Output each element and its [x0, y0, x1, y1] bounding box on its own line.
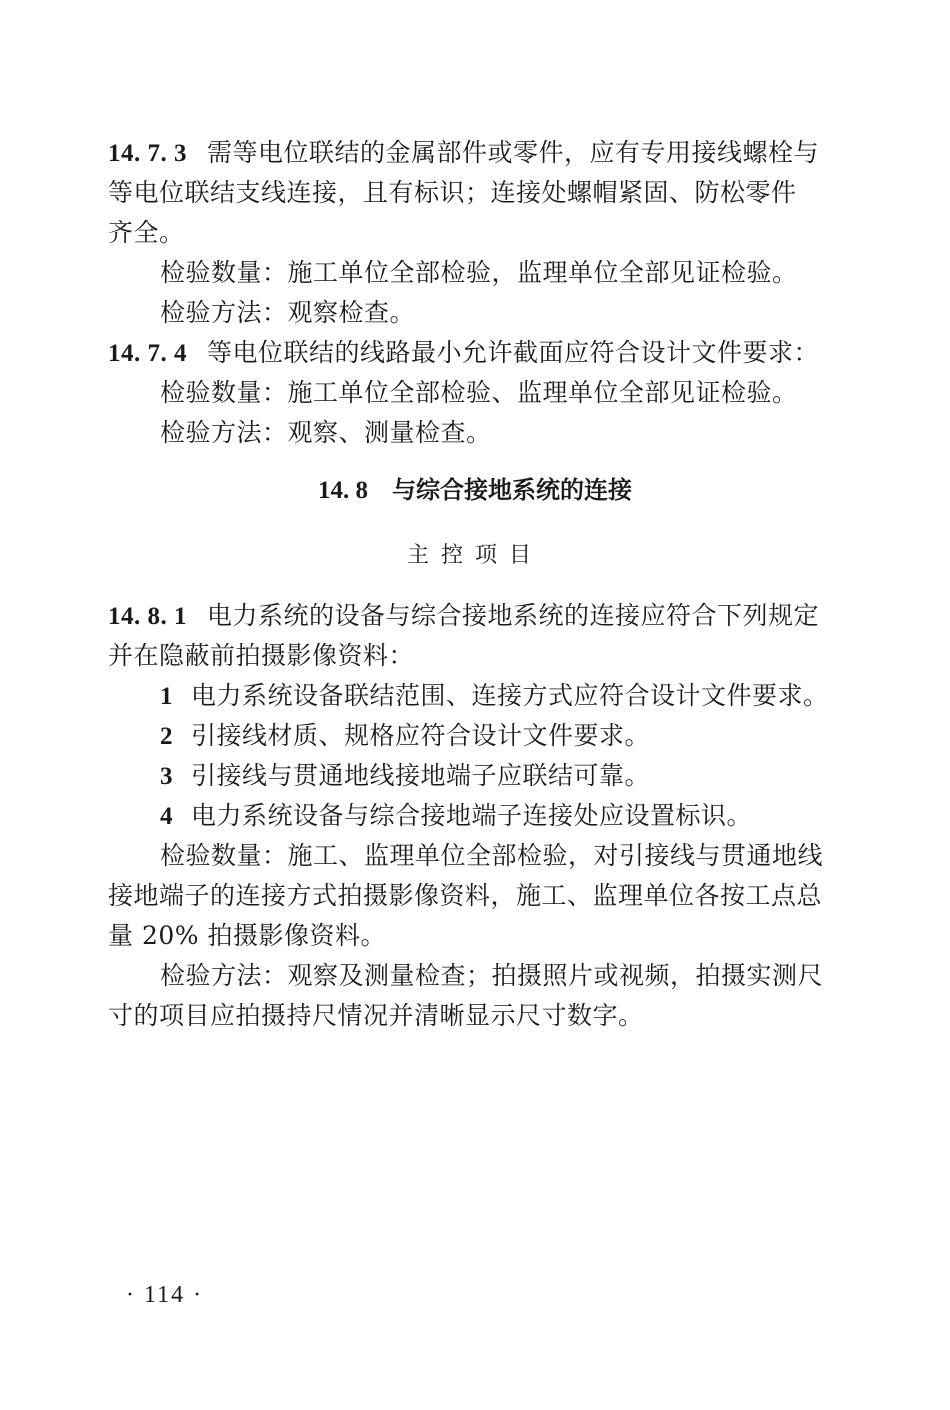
list-item: [160, 796, 853, 836]
clause-14-7-3-line-3: 齐全。: [108, 218, 185, 247]
item-number: 2: [160, 723, 173, 750]
clause-14-8-1-line-2: 并在隐蔽前拍摄影像资料：: [108, 641, 415, 670]
item-number: 4: [160, 803, 173, 830]
inspection-quantity-line-2: 接地端子的连接方式拍摄影像资料，施工、监理单位各按工点总: [108, 881, 823, 910]
section-title: [0, 470, 950, 511]
clause-number: 14. 7. 3: [108, 140, 187, 167]
clause-14-7-3-line-1: [108, 133, 853, 173]
inspection-method-line-2: 寸的项目应拍摄持尺情况并清晰显示尺寸数字。: [108, 1001, 644, 1030]
item-text: 电力系统设备与综合接地端子连接处应设置标识。: [191, 801, 753, 830]
list-item: [160, 716, 853, 756]
section-title-text: 与综合接地系统的连接: [392, 476, 632, 504]
clause-number: 14. 8. 1: [108, 603, 187, 630]
inspection-method: 检验方法：观察、测量检查。: [160, 418, 492, 447]
list-item: [160, 676, 853, 716]
item-text: 引接线材质、规格应符合设计文件要求。: [191, 721, 651, 750]
clause-text: 等电位联结的线路最小允许截面应符合设计文件要求：: [207, 338, 820, 367]
inspection-quantity: 检验数量：施工单位全部检验、监理单位全部见证检验。: [160, 378, 798, 407]
inspection-method-line-1: 检验方法：观察及测量检查；拍摄照片或视频，拍摄实测尺: [160, 961, 824, 990]
item-number: 1: [160, 683, 173, 710]
clause-14-8-1-line-1: [108, 596, 853, 636]
clause-14-7-4-line-1: [108, 333, 853, 373]
item-text: 引接线与贯通地线接地端子应联结可靠。: [191, 761, 651, 790]
clause-number: 14. 7. 4: [108, 340, 187, 367]
inspection-quantity: 检验数量：施工单位全部检验，监理单位全部见证检验。: [160, 258, 798, 287]
inspection-quantity-line-3: 量 20% 拍摄影像资料。: [108, 921, 386, 950]
item-number: 3: [160, 763, 173, 790]
inspection-method: 检验方法：观察检查。: [160, 298, 416, 327]
item-text: 电力系统设备联结范围、连接方式应符合设计文件要求。: [191, 681, 829, 710]
section-number: 14. 8: [318, 477, 368, 504]
clause-text: 电力系统的设备与综合接地系统的连接应符合下列规定: [207, 601, 820, 630]
inspection-quantity-line-1: 检验数量：施工、监理单位全部检验，对引接线与贯通地线: [160, 841, 824, 870]
page-number: · 114 ·: [126, 1282, 204, 1308]
clause-text: 需等电位联结的金属部件或零件，应有专用接线螺栓与: [207, 138, 820, 167]
subheading: 主控项目: [406, 543, 543, 568]
clause-14-7-3-line-2: 等电位联结支线连接，且有标识；连接处螺帽紧固、防松零件: [108, 178, 797, 207]
list-item: [160, 756, 853, 796]
